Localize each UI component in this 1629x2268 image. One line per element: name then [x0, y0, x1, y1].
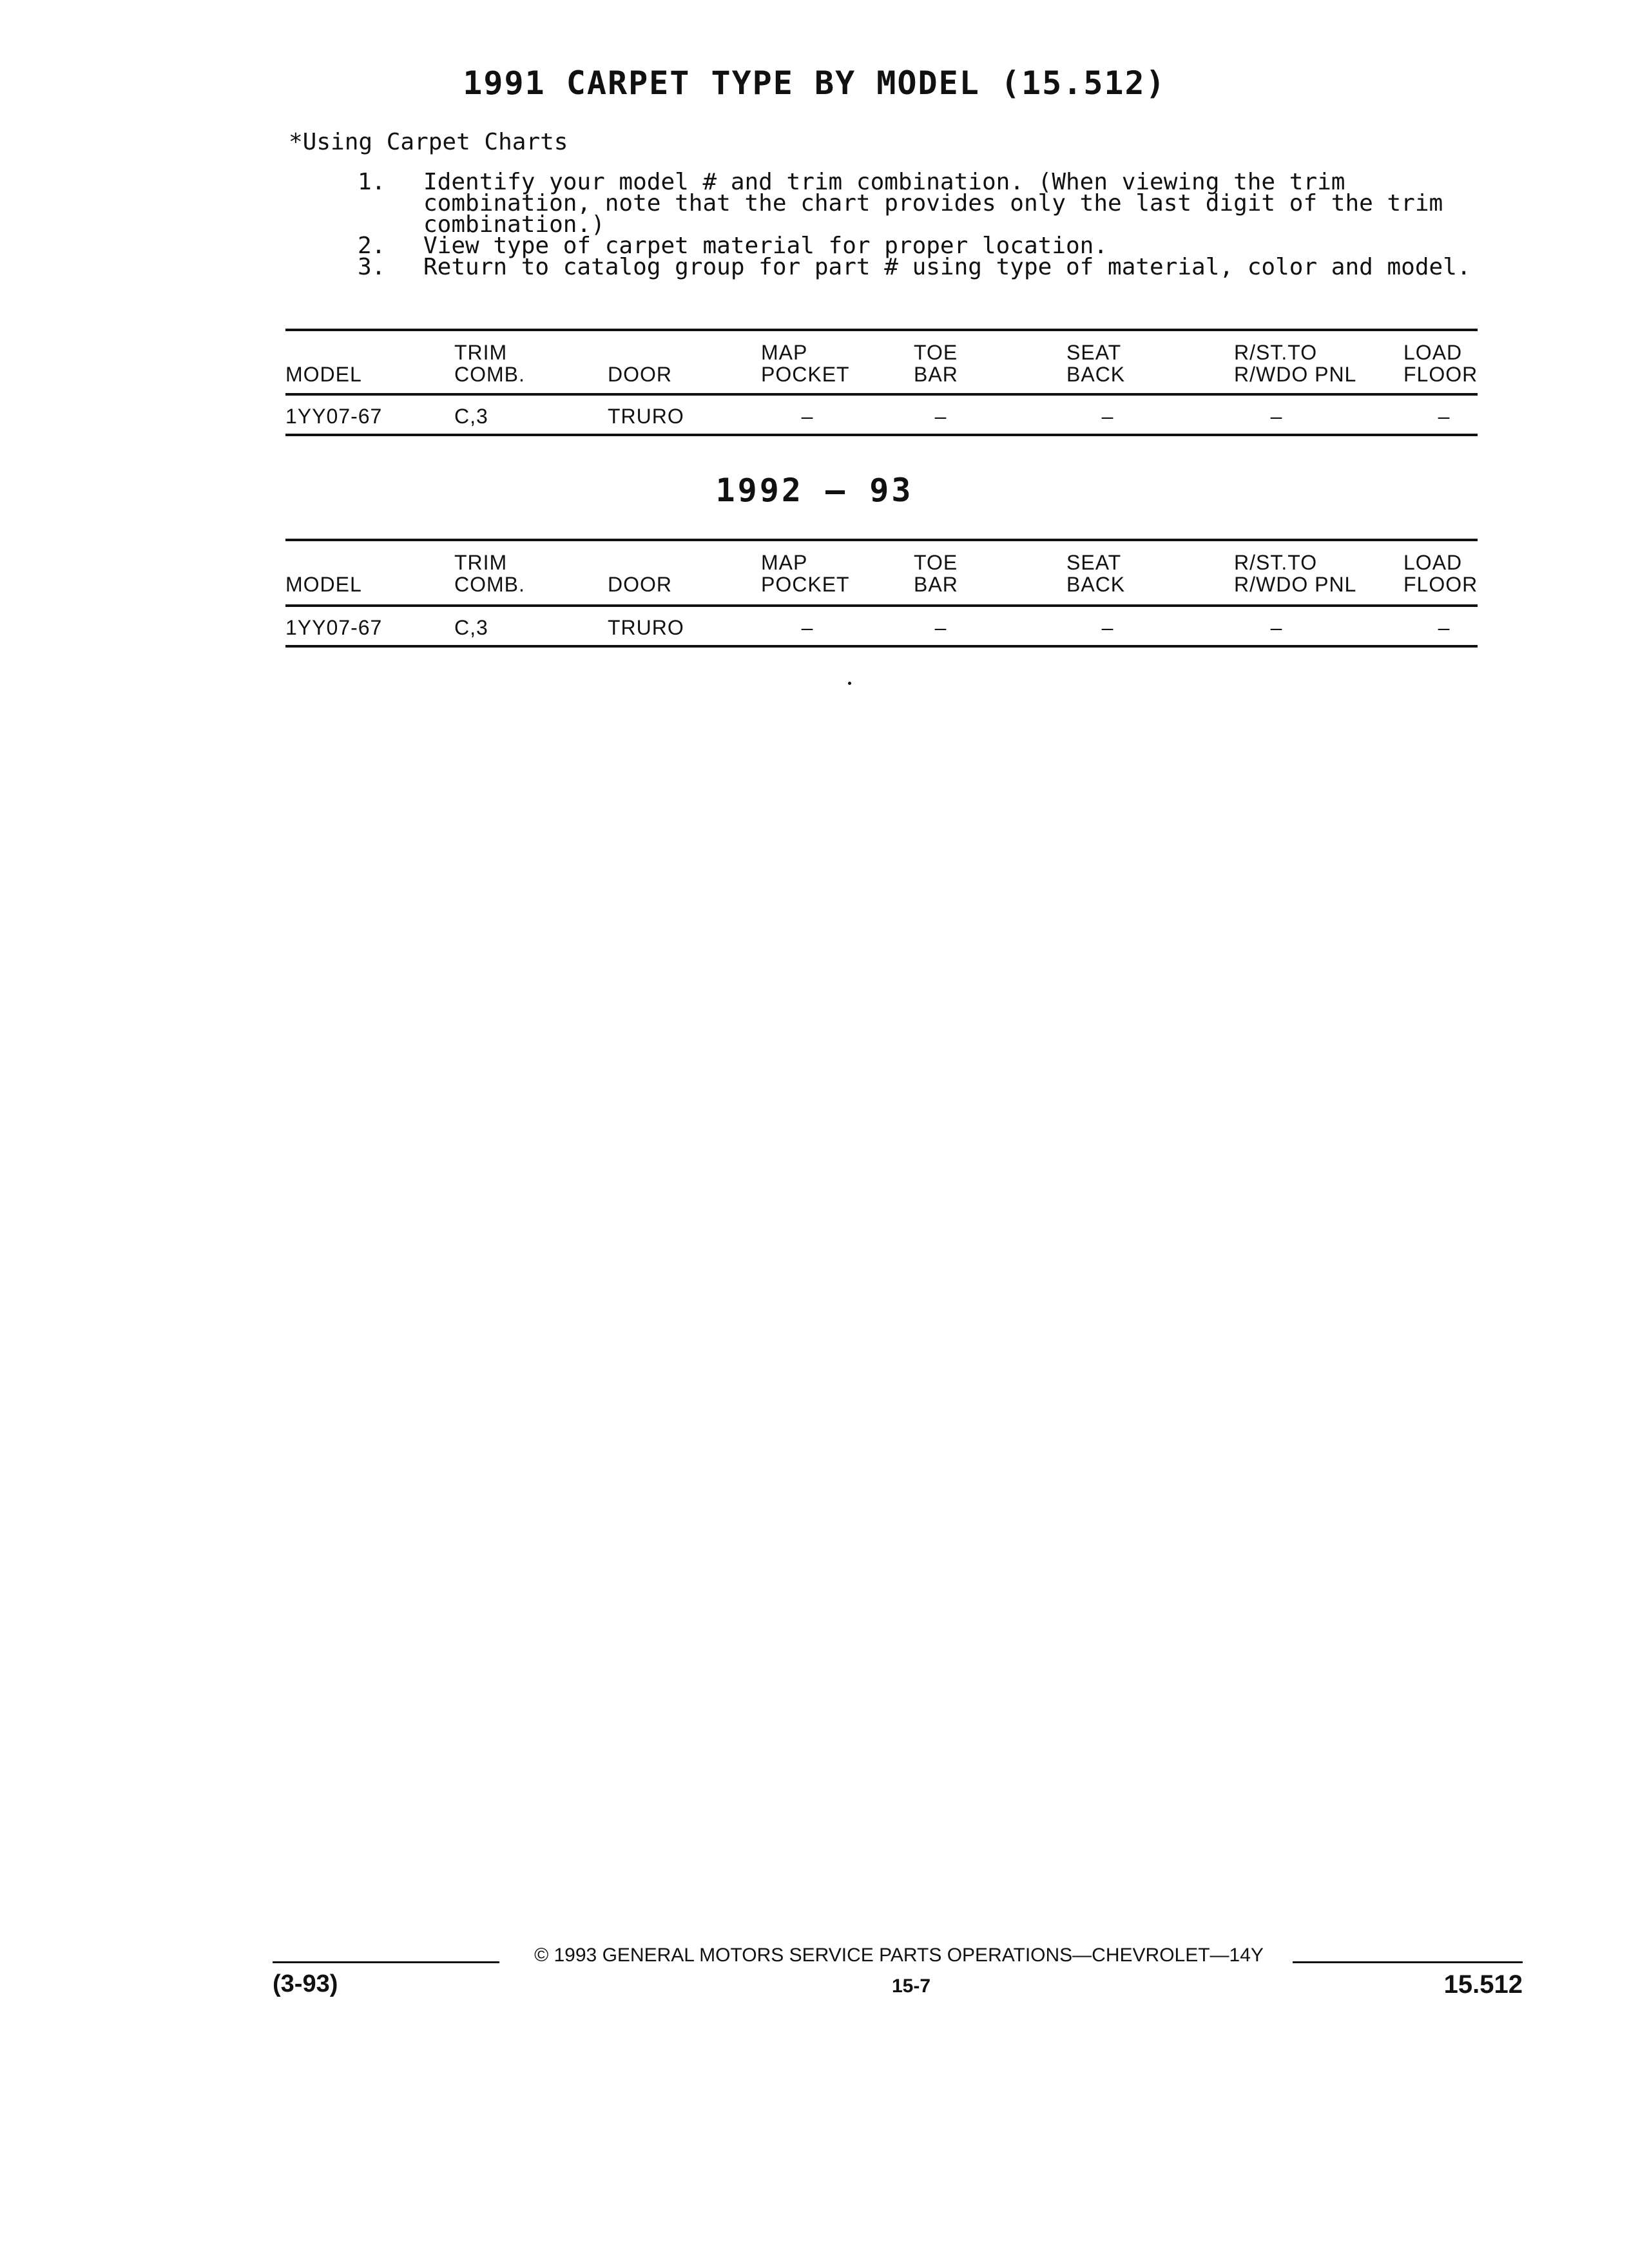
column-header-load-floor: LOAD FLOOR: [1403, 551, 1478, 596]
column-header-toe-bar: TOE BAR: [914, 341, 958, 386]
footer-rule-left: [273, 1961, 499, 1963]
step-number: 3.: [358, 254, 386, 280]
column-header-load-floor: LOAD FLOOR: [1403, 341, 1478, 386]
page-title: 1991 CARPET TYPE BY MODEL (15.512): [463, 64, 1166, 102]
step-text: Return to catalog group for part # using type of material, color and model.: [423, 254, 1471, 280]
column-header-door: DOOR: [608, 573, 672, 596]
cell-rst-rwdo-pnl: –: [1270, 616, 1283, 639]
step-number: 2.: [358, 233, 386, 259]
table-top-rule: [285, 329, 1478, 331]
cell-trim-comb: C,3: [454, 616, 488, 639]
scan-speck: [848, 682, 851, 685]
footer-copyright: © 1993 GENERAL MOTORS SERVICE PARTS OPERATIONS—CHEVROLET—14Y: [534, 1945, 1264, 1966]
cell-load-floor: –: [1438, 616, 1451, 639]
cell-map-pocket: –: [801, 405, 814, 428]
instructions-steps: [358, 171, 1472, 278]
step-text: Identify your model # and trim combination. (When viewing the trim combination, note that the chart provides only the last digit of the trim combination.): [423, 169, 1443, 238]
column-header-rst-rwdo-pnl: R/ST.TO R/WDO PNL: [1234, 551, 1357, 596]
cell-model: 1YY07-67: [285, 405, 383, 428]
cell-map-pocket: –: [801, 616, 814, 639]
footer-revision-date: (3-93): [273, 1970, 338, 1997]
column-header-map-pocket: MAP POCKET: [761, 551, 850, 596]
step-text: View type of carpet material for proper location.: [423, 233, 1108, 259]
table-bottom-rule: [285, 645, 1478, 648]
column-header-model: MODEL: [285, 363, 362, 386]
cell-door: TRURO: [608, 405, 684, 428]
step-number: 1.: [358, 169, 386, 195]
column-header-trim-comb: TRIM COMB.: [454, 341, 525, 386]
instructions-heading: *Using Carpet Charts: [289, 129, 568, 155]
table-row: [285, 405, 1478, 433]
footer-rule-right: [1293, 1961, 1523, 1963]
column-header-seat-back: SEAT BACK: [1066, 551, 1126, 596]
table-header: [285, 341, 1478, 401]
table-header-rule: [285, 393, 1478, 396]
instruction-step: [358, 256, 1472, 278]
cell-toe-bar: –: [934, 616, 947, 639]
table-row: [285, 616, 1478, 644]
table-bottom-rule: [285, 434, 1478, 436]
column-header-trim-comb: TRIM COMB.: [454, 551, 525, 596]
cell-rst-rwdo-pnl: –: [1270, 405, 1283, 428]
cell-model: 1YY07-67: [285, 616, 383, 639]
table-header-rule: [285, 604, 1478, 607]
cell-trim-comb: C,3: [454, 405, 488, 428]
cell-door: TRURO: [608, 616, 684, 639]
column-header-door: DOOR: [608, 363, 672, 386]
table-top-rule: [285, 539, 1478, 541]
column-header-model: MODEL: [285, 573, 362, 596]
cell-load-floor: –: [1438, 405, 1451, 428]
section-heading: 1992 – 93: [715, 472, 914, 509]
table-header: [285, 552, 1478, 611]
column-header-toe-bar: TOE BAR: [914, 551, 958, 596]
cell-toe-bar: –: [934, 405, 947, 428]
instruction-step: [358, 169, 1472, 238]
column-header-rst-rwdo-pnl: R/ST.TO R/WDO PNL: [1234, 341, 1357, 386]
footer-section-number: 15.512: [1443, 1970, 1523, 1999]
column-header-seat-back: SEAT BACK: [1066, 341, 1126, 386]
footer-page-number: 15-7: [891, 1975, 931, 1997]
column-header-map-pocket: MAP POCKET: [761, 341, 850, 386]
cell-seat-back: –: [1101, 616, 1114, 639]
cell-seat-back: –: [1101, 405, 1114, 428]
